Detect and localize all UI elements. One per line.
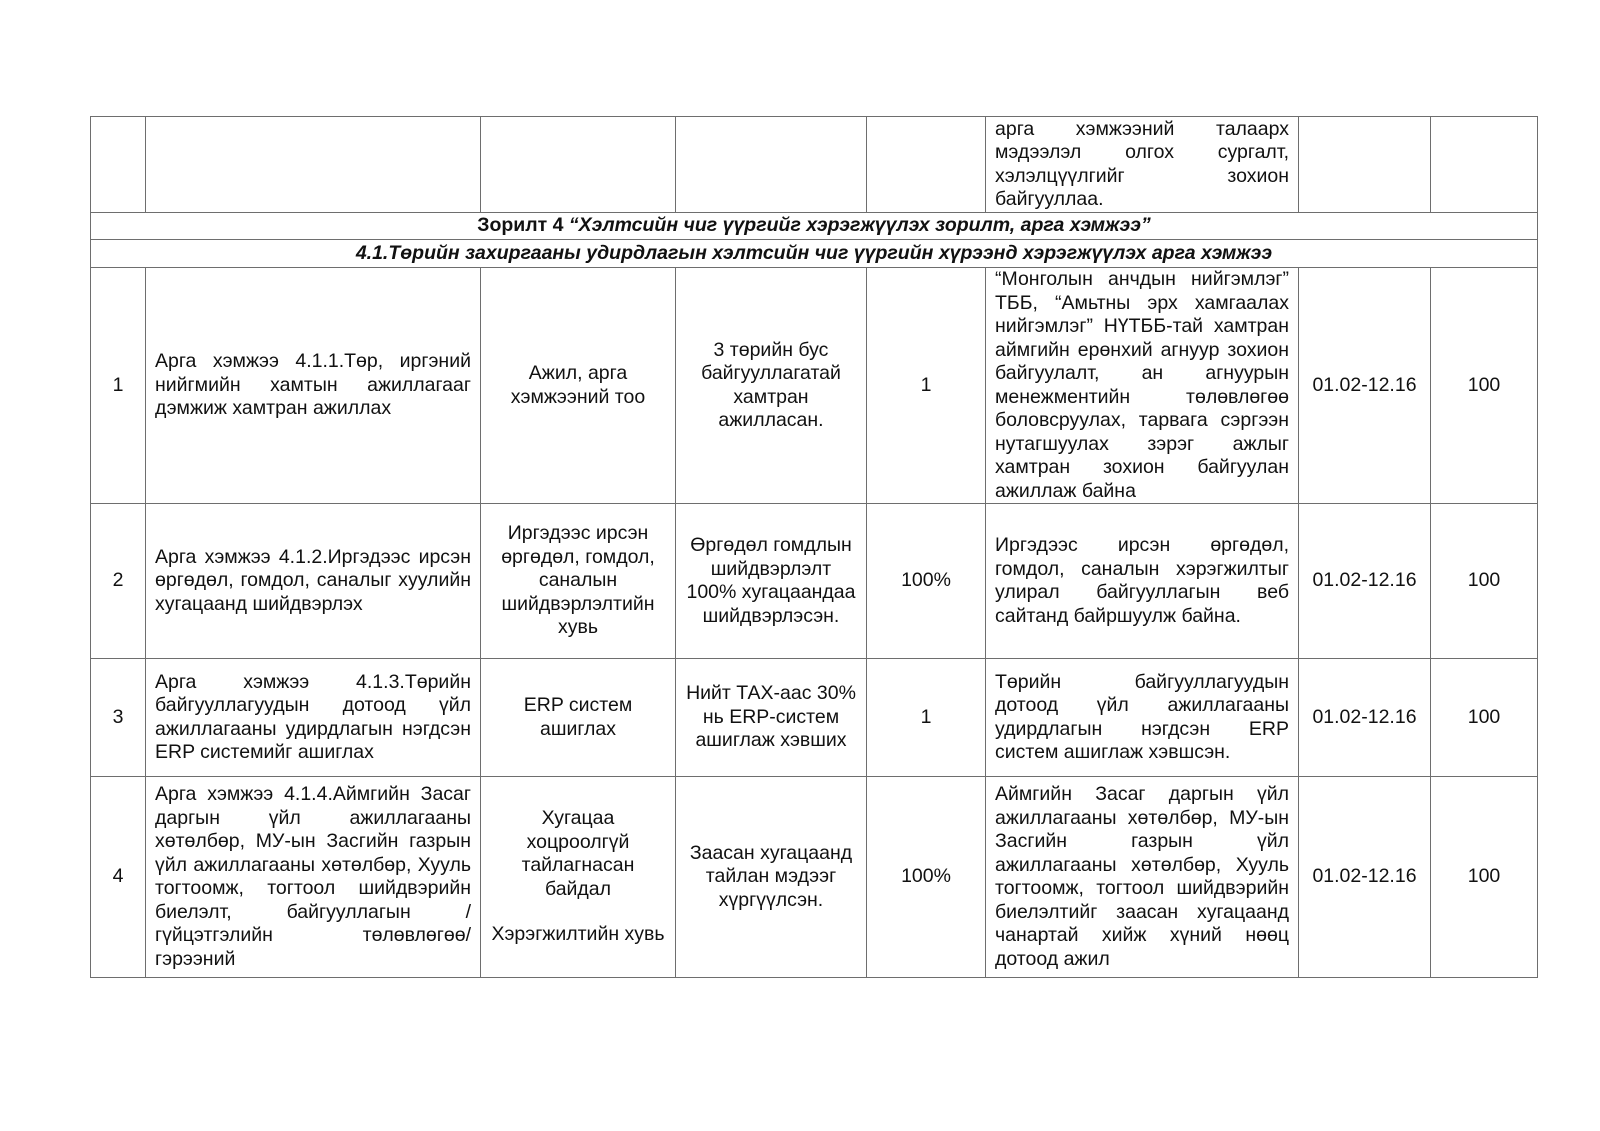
result-text: “Монголын анчдын нийгэмлэг” ТББ, “Амьтны эрх хамгаалах нийгэмлэг” НҮТББ-тай хамтран аймгийн ерөнхий агнуур зохион байгуулалт, ан агнуурын менежментийн төлөвлөгөө боловсруулах, тарвага сэргээн нутагшуулах зэрэг ажлыг хамтран зохион байгуулан ажиллаж байна bbox=[986, 268, 1299, 504]
target-text: Өргөдөл гомдлын шийдвэрлэлт 100% хугацаандаа шийдвэрлэсэн. bbox=[676, 504, 867, 659]
measure-text: Арга хэмжээ 4.1.3.Төрийн байгууллагуудын дотоод үйл ажиллагааны удирдлагын нэгдсэн ERP системийг ашиглах bbox=[146, 659, 481, 777]
table-row bbox=[91, 268, 1538, 504]
score-text: 100 bbox=[1431, 268, 1538, 504]
indicator-text: Хугацаа хоцроолгүй тайлагнасан байдал bbox=[521, 807, 635, 900]
continuation-row bbox=[91, 117, 1538, 213]
value-text: 100% bbox=[867, 504, 986, 659]
row-number: 4 bbox=[91, 777, 146, 978]
period-text: 01.02-12.16 bbox=[1299, 777, 1431, 978]
indicator-text: ERP систем ашиглах bbox=[481, 659, 676, 777]
row-number: 3 bbox=[91, 659, 146, 777]
measure-text: Арга хэмжээ 4.1.4.Аймгийн Засаг даргын үйл ажиллагааны хөтөлбөр, МУ-ын Засгийн газрын үйл ажиллагааны хөтөлбөр, Хууль тогтоомж, тогтоол шийдвэрийн биелэлт, байгууллагын /гүйцэтгэлийн төлөвлөгөө/ гэрээний bbox=[146, 777, 481, 978]
subsection-header-row bbox=[91, 240, 1538, 268]
cell-no bbox=[91, 117, 146, 213]
table-row bbox=[91, 504, 1538, 659]
row-number: 1 bbox=[91, 268, 146, 504]
result-text: Иргэдээс ирсэн өргөдөл, гомдол, саналын хэрэгжилтыг улирал байгууллагын веб сайтанд байршуулж байна. bbox=[986, 504, 1299, 659]
cell-target bbox=[676, 117, 867, 213]
measure-text: Арга хэмжээ 4.1.2.Иргэдээс ирсэн өргөдөл, гомдол, саналыг хуулийн хугацаанд шийдвэрлэх bbox=[146, 504, 481, 659]
subsection-heading: 4.1.Төрийн захиргааны удирдлагын хэлтсийн чиг үүргийн хүрээнд хэрэгжүүлэх арга хэмжээ bbox=[91, 240, 1538, 268]
target-text: 3 төрийн бус байгууллагатай хамтран ажилласан. bbox=[676, 268, 867, 504]
score-text: 100 bbox=[1431, 504, 1538, 659]
indicator-text: Ажил, арга хэмжээний тоо bbox=[481, 268, 676, 504]
goal-header-row bbox=[91, 213, 1538, 240]
value-text: 1 bbox=[867, 268, 986, 504]
period-text: 01.02-12.16 bbox=[1299, 268, 1431, 504]
target-text: Нийт ТАХ-аас 30% нь ERP-систем ашиглаж хэвших bbox=[676, 659, 867, 777]
goal-heading: Зорилт 4 “Хэлтсийн чиг үүргийг хэрэгжүүлэх зорилт, арга хэмжээ” bbox=[91, 213, 1538, 240]
score-text: 100 bbox=[1431, 659, 1538, 777]
row-number: 2 bbox=[91, 504, 146, 659]
goal-title: “Хэлтсийн чиг үүргийг хэрэгжүүлэх зорилт, арга хэмжээ” bbox=[568, 214, 1151, 237]
score-text: 100 bbox=[1431, 777, 1538, 978]
period-text: 01.02-12.16 bbox=[1299, 504, 1431, 659]
table-row bbox=[91, 777, 1538, 978]
cell-measure bbox=[146, 117, 481, 213]
result-text: Аймгийн Засаг даргын үйл ажиллагааны хөтөлбөр, МУ-ын Засгийн газрын үйл ажиллагааны хөтөлбөр, Хууль тогтоомж, тогтоол шийдвэрийн биелэлтийг заасан хугацаанд чанартай хийж хүний нөөц дотоод ажил bbox=[986, 777, 1299, 978]
indicator-text: Иргэдээс ирсэн өргөдөл, гомдол, саналын шийдвэрлэлтийн хувь bbox=[481, 504, 676, 659]
cell-period bbox=[1299, 117, 1431, 213]
cell-score bbox=[1431, 117, 1538, 213]
report-table bbox=[90, 116, 1538, 978]
indicator-extra-text: Хэрэгжилтийн хувь bbox=[491, 923, 665, 946]
cell-value bbox=[867, 117, 986, 213]
period-text: 01.02-12.16 bbox=[1299, 659, 1431, 777]
measure-text: Арга хэмжээ 4.1.1.Төр, иргэний нийгмийн хамтын ажиллагааг дэмжиж хамтран ажиллах bbox=[146, 268, 481, 504]
cell-result: арга хэмжээний талаарх мэдээлэл олгох сургалт, хэлэлцүүлгийг зохион байгууллаа. bbox=[986, 117, 1299, 213]
target-text: Заасан хугацаанд тайлан мэдээг хүргүүлсэн. bbox=[676, 777, 867, 978]
value-text: 1 bbox=[867, 659, 986, 777]
cell-indicator bbox=[481, 117, 676, 213]
indicator-cell bbox=[481, 777, 676, 978]
value-text: 100% bbox=[867, 777, 986, 978]
result-text: Төрийн байгууллагуудын дотоод үйл ажиллагааны удирдлагын нэгдсэн ERP систем ашиглаж хэвшсэн. bbox=[986, 659, 1299, 777]
table-row bbox=[91, 659, 1538, 777]
